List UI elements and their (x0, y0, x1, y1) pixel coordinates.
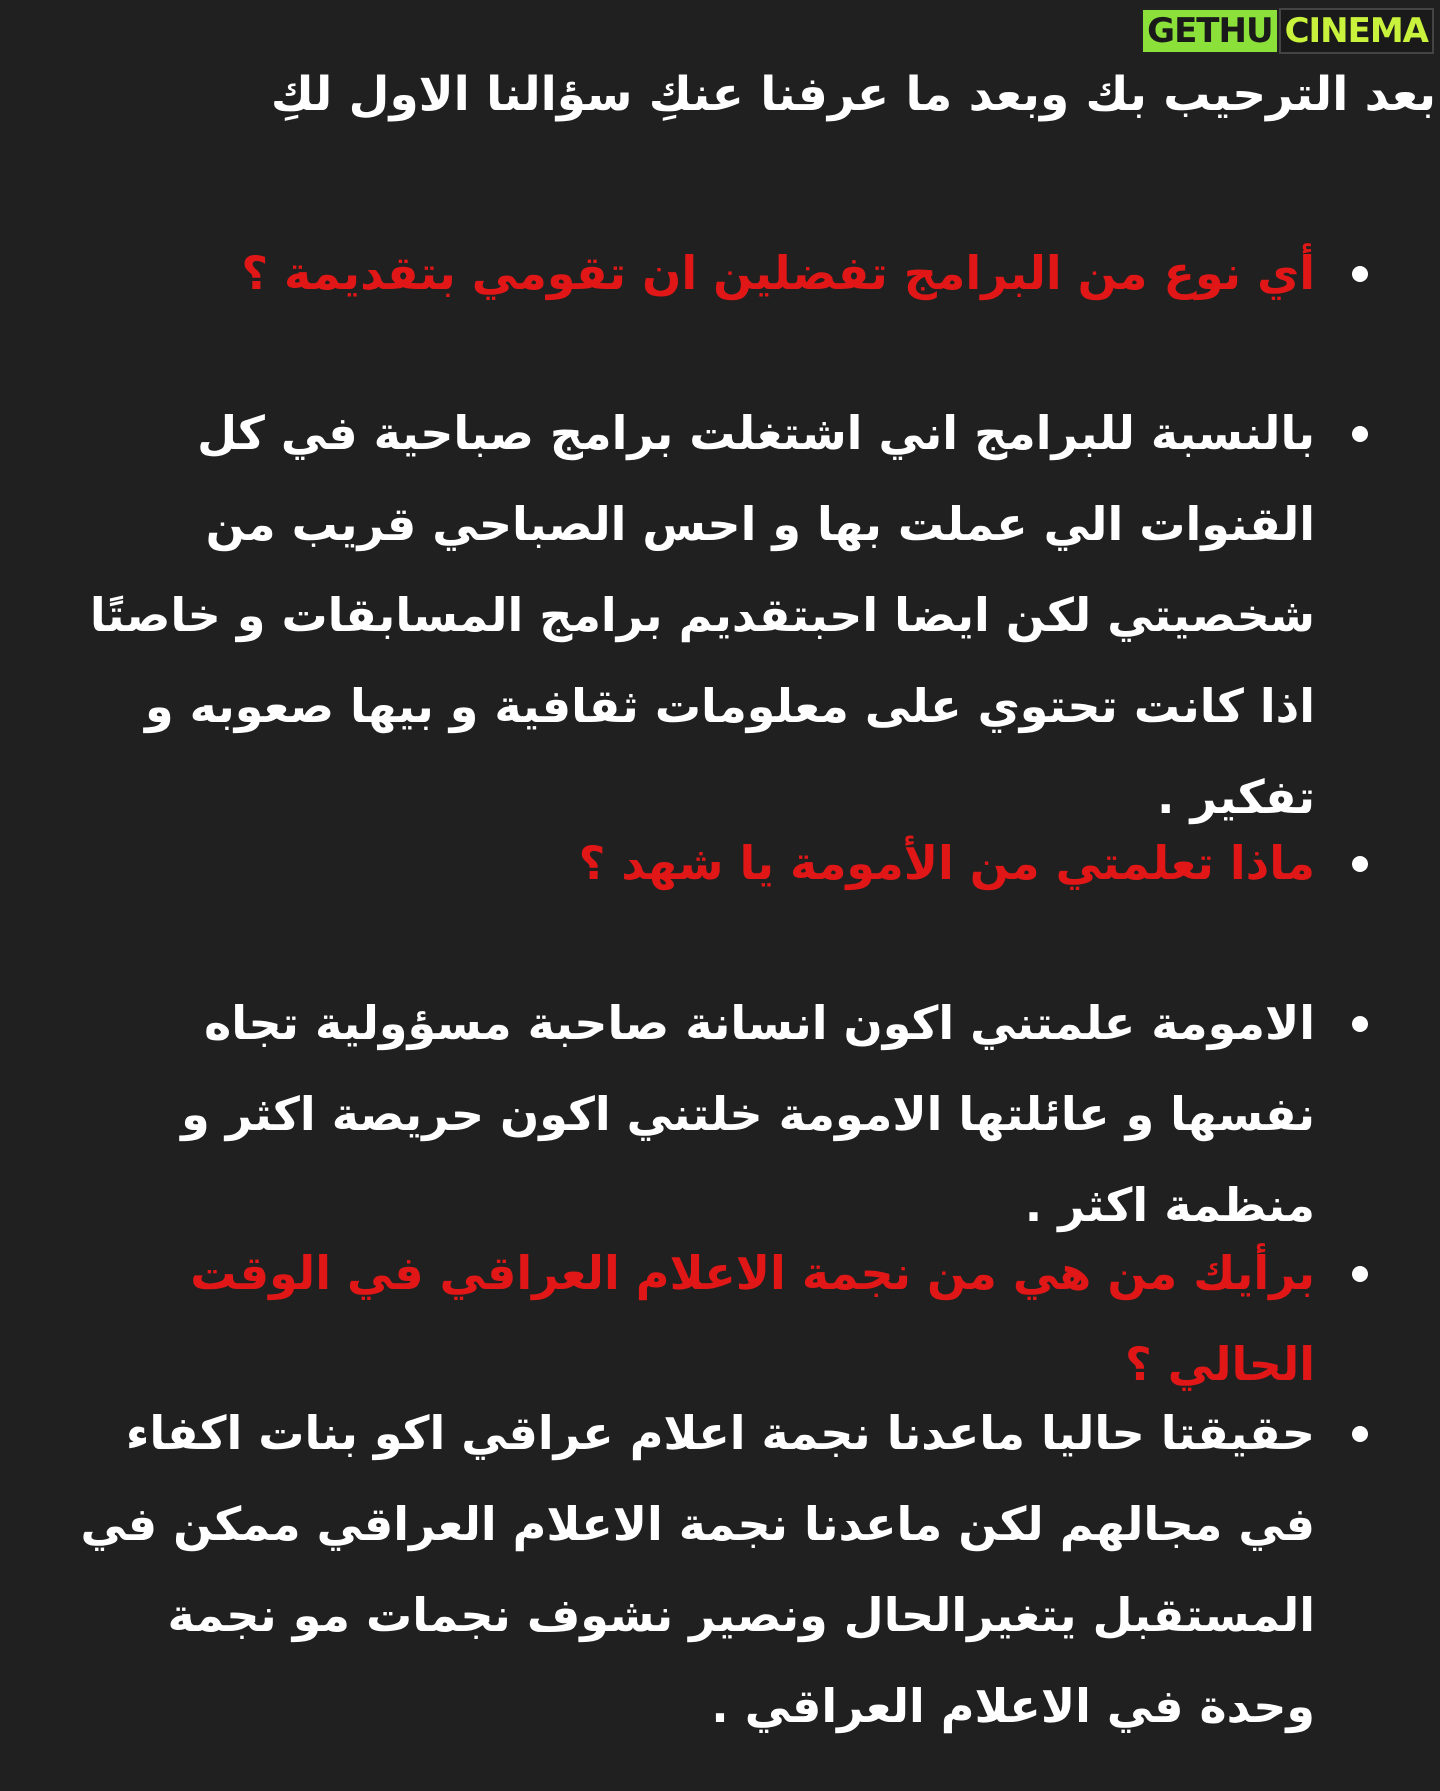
question-1-text: أي نوع من البرامج تفضلين ان تقومي بتقديمة ؟ (241, 246, 1315, 300)
question-2-text: ماذا تعلمتي من الأمومة يا شهد ؟ (578, 836, 1315, 890)
bullet-icon (1352, 426, 1368, 442)
answer-2-text: الامومة علمتني اكون انسانة صاحبة مسؤولية تجاه نفسها و عائلتها الامومة خلتني اكون حريصة اكثر و منظمة اكثر . (181, 996, 1315, 1232)
bullet-icon (1352, 1016, 1368, 1032)
answer-3-text: حقيقتا حاليا ماعدنا نجمة اعلام عراقي اكو بنات اكفاء في مجالهم لكن ماعدنا نجمة الاعلام العراقي ممكن في المستقبل يتغيرالحال ونصير نشوف نجمات مو نجمة وحدة في الاعلام العراقي . (80, 1406, 1315, 1733)
answer-1-text: بالنسبة للبرامج اني اشتغلت برامج صباحية في كل القنوات الي عملت بها و احس الصباحي قريب من شخصيتي لكن ايضا احبتقديم برامج المسابقات و خاصتًا اذا كانت تحتوي على معلومات ثقافية و بيها صعوبه و تفكير . (89, 406, 1315, 824)
bullet-icon (1352, 1426, 1368, 1442)
bullet-icon (1352, 1266, 1368, 1282)
question-3-text: برأيك من هي من نجمة الاعلام العراقي في الوقت الحالي ؟ (190, 1246, 1315, 1391)
watermark-part-1: GETHU (1141, 8, 1278, 54)
intro-heading: بعد الترحيب بك وبعد ما عرفنا عنكِ سؤالنا الاول لكِ (270, 67, 1436, 122)
bullet-icon (1352, 856, 1368, 872)
watermark-logo (1141, 10, 1434, 52)
watermark-part-2: CINEMA (1279, 8, 1434, 54)
bullet-icon (1352, 266, 1368, 282)
